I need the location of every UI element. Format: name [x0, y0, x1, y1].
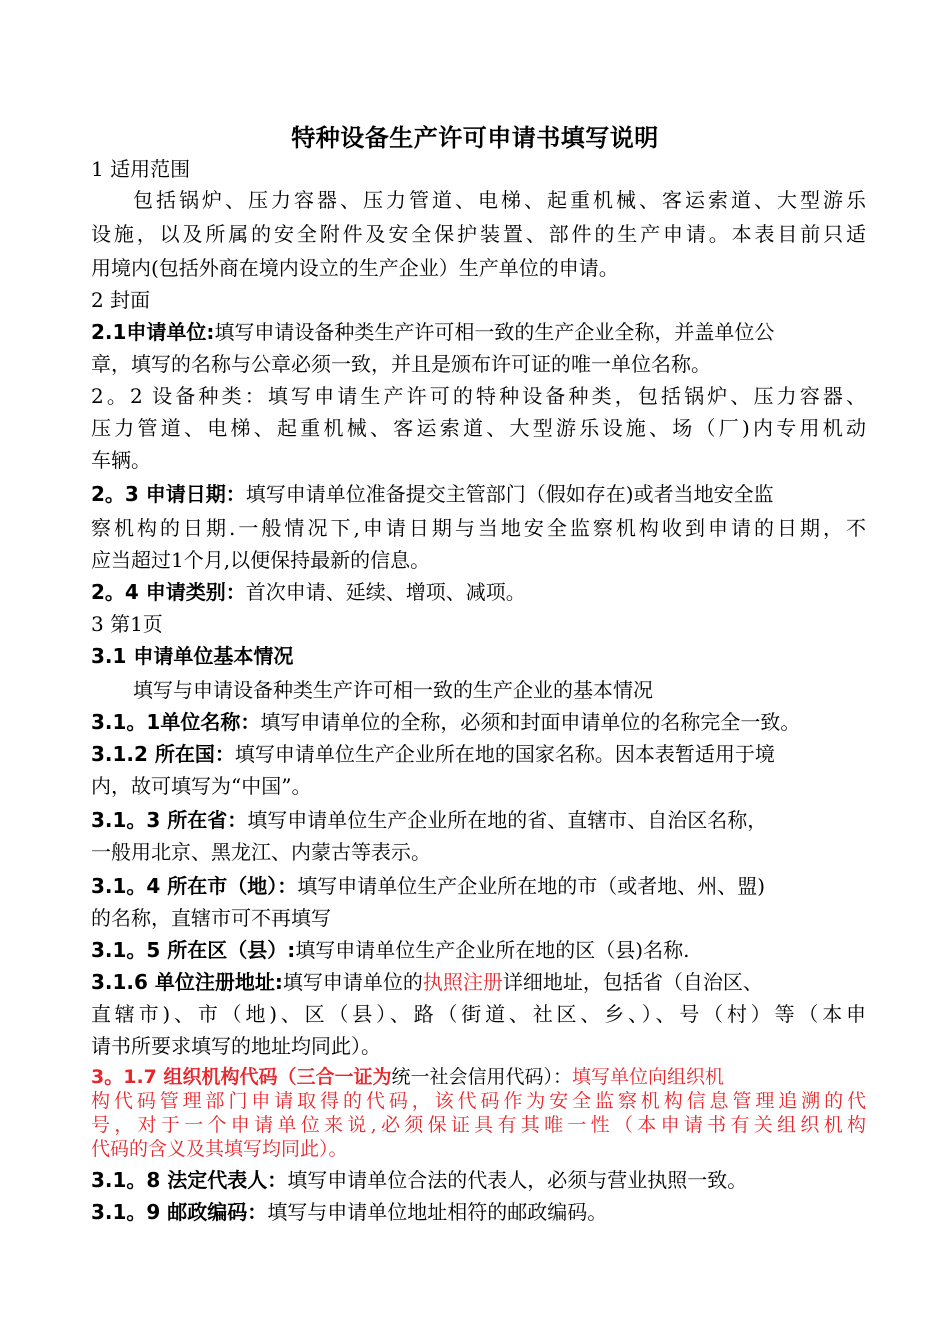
item-label: 2。3 申请日期： — [91, 482, 246, 506]
paragraph-line: 的名称，直辖市可不再填写 — [91, 906, 331, 930]
item-label: 3.1。5 所在区（县）: — [91, 938, 296, 962]
item-3-1-4 — [91, 870, 866, 902]
item-2-2: 2。2 设备种类：填写申请生产许可的特种设备种类，包括锅炉、压力容器、 — [91, 384, 866, 408]
item-text: 详细地址，包括省（自治区、 — [502, 970, 763, 994]
item-label: 3。1.7 组织机构代码（三合一证为 — [91, 1066, 392, 1088]
paragraph-line: 应当超过1个月,以便保持最新的信息。 — [91, 548, 431, 572]
item-2-1 — [91, 316, 866, 348]
item-text: 填写与申请单位地址相符的邮政编码。 — [267, 1200, 608, 1224]
item-text-highlight: 填写单位向组织机 — [572, 1066, 725, 1088]
item-text: 填写申请单位合法的代表人，必须与营业执照一致。 — [287, 1168, 748, 1192]
item-3-1-2 — [91, 738, 866, 770]
document-title: 特种设备生产许可申请书填写说明 — [291, 124, 659, 152]
paragraph-line: 章，填写的名称与公章必须一致，并且是颁布许可证的唯一单位名称。 — [91, 352, 711, 376]
paragraph-line: 内，故可填写为“中国”。 — [91, 774, 312, 798]
paragraph-line: 包括锅炉、压力容器、压力管道、电梯、起重机械、客运索道、大型游乐 — [133, 188, 866, 212]
item-label: 3.1.2 所在国： — [91, 742, 235, 766]
item-2-3 — [91, 478, 866, 510]
item-3-1-9 — [91, 1196, 866, 1228]
section-heading-1: 1 适用范围 — [91, 157, 191, 181]
item-text: 填写申请单位的 — [282, 970, 423, 994]
item-text: 填写申请单位的全称，必须和封面申请单位的名称完全一致。 — [260, 710, 801, 734]
item-label: 2.1申请单位: — [91, 320, 215, 344]
item-label: 3.1。4 所在市（地）： — [91, 874, 298, 898]
paragraph-line: 车辆。 — [91, 448, 151, 472]
item-label: 3.1。8 法定代表人： — [91, 1168, 288, 1192]
item-text: 首次申请、延续、增项、减项。 — [245, 580, 526, 604]
section-heading-2: 2 封面 — [91, 288, 151, 312]
item-text: 填写申请单位生产企业所在地的省、直辖市、自治区名称， — [247, 808, 768, 832]
paragraph-line: 一般用北京、黑龙江、内蒙古等表示。 — [91, 840, 431, 864]
item-3-1-6 — [91, 966, 866, 998]
item-text: 填写申请设备种类生产许可相一致的生产企业全称，并盖单位公 — [214, 320, 775, 344]
paragraph-line: 直辖市)、市（地)、区（县）、路（街道、社区、乡、）、号（村）等（本申 — [91, 1002, 866, 1026]
item-text: 填写申请单位生产企业所在地的市（或者地、州、盟) — [297, 874, 766, 898]
item-label: 3.1。3 所在省： — [91, 808, 248, 832]
item-3-1-3 — [91, 804, 866, 836]
paragraph-line-highlight: 代码的含义及其填写均同此）。 — [91, 1138, 348, 1160]
paragraph-line: 用境内(包括外商在境内设立的生产企业）生产单位的申请。 — [91, 256, 619, 280]
item-label: 3.1。1单位名称： — [91, 710, 261, 734]
item-3-1-1 — [91, 706, 866, 738]
item-text: 填写申请单位准备提交主管部门（假如存在)或者当地安全监 — [245, 482, 774, 506]
item-text: 统一社会信用代码）： — [391, 1066, 573, 1088]
item-text: 填写申请单位生产企业所在地的区（县)名称. — [295, 938, 690, 962]
item-text: 填写申请单位生产企业所在地的国家名称。因本表暂适用于境 — [234, 742, 775, 766]
paragraph-line: 察机构的日期.一般情况下,申请日期与当地安全监察机构收到申请的日期，不 — [91, 516, 866, 540]
item-label: 3.1。9 邮政编码： — [91, 1200, 268, 1224]
section-heading-3: 3 第1页 — [91, 612, 163, 636]
paragraph-line: 填写与申请设备种类生产许可相一致的生产企业的基本情况 — [133, 678, 653, 702]
item-text-highlight: 执照注册 — [422, 970, 503, 994]
paragraph-line: 设施，以及所属的安全附件及安全保护装置、部件的生产申请。本表目前只适 — [91, 222, 866, 246]
paragraph-line: 压力管道、电梯、起重机械、客运索道、大型游乐设施、场（厂)内专用机动 — [91, 416, 866, 440]
paragraph-line: 请书所要求填写的地址均同此）。 — [91, 1034, 381, 1058]
item-3-1-5 — [91, 934, 866, 966]
paragraph-line-highlight: 号，对于一个申请单位来说,必须保证具有其唯一性（本申请书有关组织机构 — [91, 1114, 866, 1136]
section-heading-3-1: 3.1 申请单位基本情况 — [91, 644, 294, 668]
item-3-1-8 — [91, 1164, 866, 1196]
item-2-4 — [91, 576, 866, 608]
paragraph-line-highlight: 构代码管理部门申请取得的代码，该代码作为安全监察机构信息管理追溯的代 — [91, 1090, 866, 1112]
item-label: 2。4 申请类别： — [91, 580, 246, 604]
item-3-1-7 — [91, 1064, 866, 1090]
item-label: 3.1.6 单位注册地址: — [91, 970, 283, 994]
